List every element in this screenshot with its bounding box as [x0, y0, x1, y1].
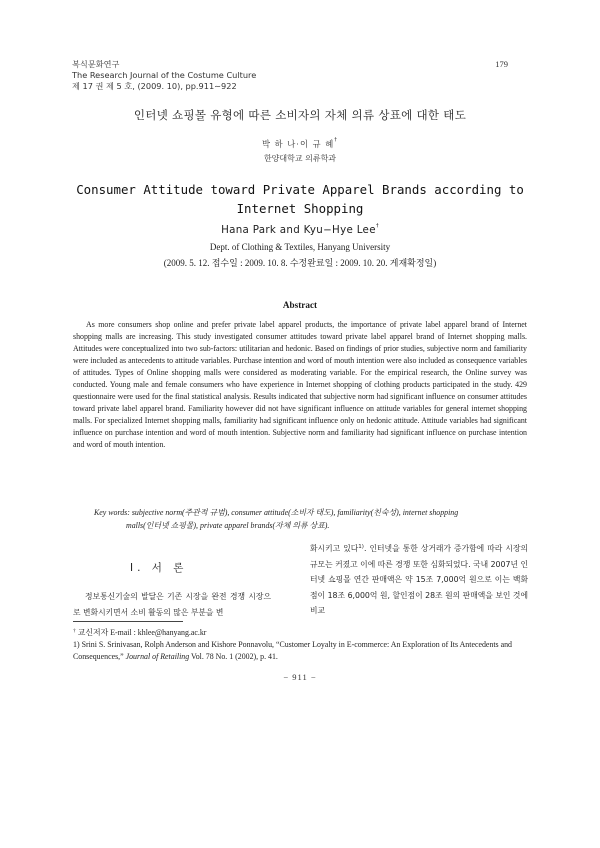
body-left-column: 정보통신기술의 발달은 기존 시장을 완전 경쟁 시장으로 변화시키면서 소비 활동의 많은 부분을 변: [73, 592, 271, 617]
english-authors: [0, 224, 600, 236]
footnote-ref-rest: Vol. 78 No. 1 (2002), p. 41.: [191, 652, 278, 661]
keywords-line2: malls(인터넷 쇼핑몰), private apparel brands(자체 의류 상표).: [126, 520, 330, 530]
body-right-column: [310, 541, 528, 619]
korean-title: 인터넷 쇼핑몰 유형에 따른 소비자의 자체 의류 상표에 대한 태도: [133, 108, 467, 122]
right-column-text-1: 화시키고 있다: [310, 544, 359, 553]
korean-authors: [0, 138, 600, 150]
keywords: [94, 507, 504, 532]
reference-mark: 1): [358, 544, 364, 550]
korean-affiliation: 한양대학교 의류학과: [263, 154, 337, 163]
section-heading-introduction: Ⅰ. 서 론: [130, 562, 188, 574]
english-title: [60, 180, 540, 218]
journal-name-en: The Research Journal of the Costume Culture: [72, 70, 257, 80]
abstract-body: As more consumers shop online and prefer private label apparel products, the importance of private label apparel brand of Internet shopping malls are increasing. This study investigated consumer attitudes toward private label apparel brand of Internet shopping malls. Attitudes were conceptualized into two sub-factors: utilitarian and hedonic. Based on findings of prior studies, subjective norm and familiarity were included as antecedents to attitude variables. Purchase intention and word of mouth intention were also included as consequence variables of attitudes. Types of Online shopping malls were considered as moderating variable. For the empirical research, the Online survey was conducted. Young male and female consumers who have experience in Internet shopping of clothing products participated in the study. 429 questionnaire were used for the final statistical analysis. Results indicated that subjective norm had significant influence on consumer attitudes toward private label apparel brand. Familiarity however did not have significant influence on attitude variables for general internet shopping malls. For specialized Internet shopping malls, familiarity had significant influence only on hedonic attitude. Attitude variables had significant influence on purchase intention and word of mouth intention. Subjective norm and familiarity had significant influence on purchase intention and word of mouth intention.: [73, 320, 527, 449]
footnote-ref-number: 1): [73, 640, 80, 649]
footnote-email: 교신저자 E-mail : khlee@hanyang.ac.kr: [77, 628, 207, 637]
english-title-line2: Internet Shopping: [236, 201, 364, 216]
footnote-corresponding-author: [73, 627, 206, 638]
footnote-reference-1: [73, 639, 527, 663]
footnote-mark: †: [73, 628, 76, 634]
english-title-line1: Consumer Attitude toward Private Apparel Brands according to: [76, 182, 524, 197]
page-number: 179: [495, 59, 508, 69]
footnote-divider: [73, 621, 183, 622]
korean-authors-names: 박 하 나·이 규 혜: [261, 139, 335, 149]
english-authors-names: Hana Park and Kyu−Hye Lee: [221, 224, 376, 236]
journal-name-kr: 복식문화연구: [72, 59, 120, 69]
english-affiliation: Dept. of Clothing & Textiles, Hanyang University: [209, 242, 391, 252]
footnote-ref-authors: Srini S. Srinivasan, Rolph Anderson and Kishore Ponnavolu, “Customer Loyalty in E-commerce: An Exploration of Its Antecedents and Consequences,”: [73, 640, 512, 661]
right-column-text-2: . 인터넷을 통한 상거래가 증가함에 따라 시장의 규모는 커졌고 이에 따른 경쟁 또한 심화되었다. 국내 2007년 인터넷 쇼핑몰 연간 판매액은 약 15조 7,000억 원으로 이는 백화점이 18조 6,000억 원, 할인점이 28조 원의 판매액을 보인 것에 비교: [310, 544, 529, 615]
corresponding-author-mark: †: [334, 137, 339, 143]
submission-dates: (2009. 5. 12. 접수일 : 2009. 10. 8. 수정완료일 : 2009. 10. 20. 게재확정일): [163, 258, 437, 268]
journal-header: [72, 59, 256, 92]
keywords-line1: Key words: subjective norm(주관적 규범), consumer attitude(소비자 태도), familiarity(친숙성), internet shopping: [94, 508, 459, 517]
journal-issue: 제 17 권 제 5 호, (2009. 10), pp.911∼922: [72, 81, 237, 91]
abstract-heading: Abstract: [282, 300, 318, 310]
corresponding-author-mark-en: †: [375, 223, 379, 229]
footer-page-number: − 911 −: [283, 672, 317, 682]
footnote-ref-journal: Journal of Retailing: [125, 652, 190, 661]
